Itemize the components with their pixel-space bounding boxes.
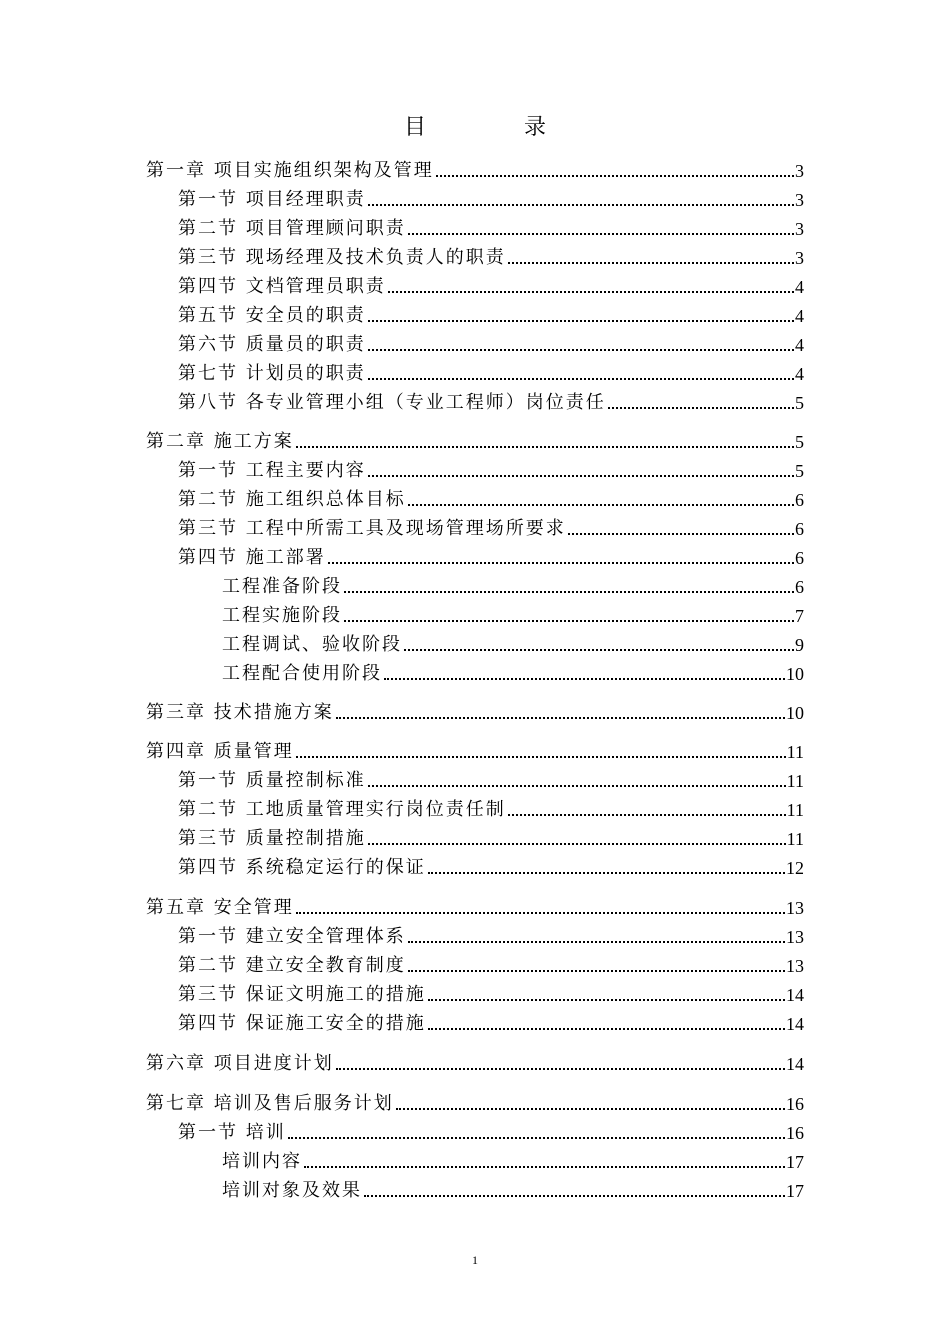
toc-dot-leader [428,1027,785,1030]
toc-entry-page: 5 [795,461,804,481]
toc-entry-page: 16 [786,1123,804,1143]
toc-dot-leader [384,677,785,680]
toc-dot-leader [296,755,786,758]
toc-dot-leader [508,813,786,816]
toc-entry-page: 10 [786,664,804,684]
toc-dot-leader [408,940,785,943]
toc-entry[interactable] [178,330,804,356]
toc-dot-leader [408,503,794,506]
page-number: 1 [472,1253,478,1267]
toc-entry[interactable] [222,572,804,598]
toc-dot-leader [404,648,794,651]
toc-entry[interactable] [178,456,804,482]
toc-entry-page: 13 [786,898,804,918]
toc-entry[interactable] [146,156,804,182]
toc-entry[interactable] [222,1176,804,1202]
toc-entry-page: 14 [786,1014,804,1034]
toc-entry-label: 第二节 工地质量管理实行岗位责任制 [178,799,506,820]
toc-entry-page: 3 [795,248,804,268]
toc-entry-label: 工程配合使用阶段 [222,663,382,684]
toc-entry-label: 第五节 安全员的职责 [178,305,366,326]
toc-entry-page: 4 [795,335,804,355]
toc-entry[interactable] [178,185,804,211]
toc-entry[interactable] [178,824,804,850]
toc-entry-label: 培训内容 [222,1151,302,1172]
toc-entry-label: 第一章 项目实施组织架构及管理 [146,160,434,181]
toc-entry-label: 第一节 培训 [178,1122,286,1143]
toc-entry-page: 16 [786,1094,804,1114]
toc-entry[interactable] [146,737,804,763]
toc-entry[interactable] [178,514,804,540]
toc-entry-label: 第六节 质量员的职责 [178,334,366,355]
toc-dot-leader [296,445,794,448]
toc-dot-leader [364,1194,785,1197]
toc-entry-page: 6 [795,519,804,539]
toc-entry[interactable] [178,214,804,240]
toc-entry[interactable] [178,853,804,879]
toc-dot-leader [368,319,794,322]
toc-entry-label: 第二节 施工组织总体目标 [178,489,406,510]
toc-entry-page: 4 [795,364,804,384]
toc-entry-label: 工程实施阶段 [222,605,342,626]
toc-dot-leader [344,590,794,593]
toc-entry-page: 3 [795,161,804,181]
toc-entry-page: 17 [786,1181,804,1201]
toc-entry-label: 第三节 现场经理及技术负责人的职责 [178,247,506,268]
toc-entry[interactable] [178,951,804,977]
toc-entry[interactable] [222,630,804,656]
toc-entry-label: 工程调试、验收阶段 [222,634,402,655]
toc-entry[interactable] [146,893,804,919]
toc-entry-page: 9 [795,635,804,655]
toc-entry-page: 3 [795,219,804,239]
toc-entry-label: 第三节 质量控制措施 [178,828,366,849]
toc-entry[interactable] [146,1089,804,1115]
toc-entry-page: 14 [786,1054,804,1074]
toc-dot-leader [608,406,794,409]
toc-entry-label: 第四节 保证施工安全的措施 [178,1013,426,1034]
toc-entry[interactable] [146,1049,804,1075]
toc-entry-page: 14 [786,985,804,1005]
toc-dot-leader [368,842,786,845]
toc-dot-leader [336,1067,785,1070]
toc-entry-label: 第四节 施工部署 [178,547,326,568]
toc-entry-label: 第七节 计划员的职责 [178,363,366,384]
toc-dot-leader [296,911,785,914]
toc-entry[interactable] [222,659,804,685]
toc-dot-leader [568,532,794,535]
toc-entry[interactable] [178,766,804,792]
toc-entry-label: 第四节 系统稳定运行的保证 [178,857,426,878]
toc-entry[interactable] [222,601,804,627]
toc-dot-leader [304,1165,785,1168]
toc-entry[interactable] [178,243,804,269]
toc-entry[interactable] [178,980,804,1006]
toc-dot-leader [436,174,794,177]
toc-entry[interactable] [146,698,804,724]
toc-entry[interactable] [146,427,804,453]
toc-entry[interactable] [178,795,804,821]
toc-entry-page: 10 [786,703,804,723]
toc-entry-label: 培训对象及效果 [222,1180,362,1201]
toc-entry[interactable] [222,1147,804,1173]
toc-entry-label: 第一节 质量控制标准 [178,770,366,791]
toc-entry-page: 17 [786,1152,804,1172]
toc-title: 目 录 [403,115,584,140]
toc-entry-page: 11 [786,800,804,820]
toc-dot-leader [388,290,794,293]
toc-entry[interactable] [178,543,804,569]
toc-dot-leader [428,871,785,874]
toc-entry-page: 3 [795,190,804,210]
toc-entry-page: 4 [795,306,804,326]
toc-entry-page: 11 [786,771,804,791]
toc-dot-leader [408,232,794,235]
toc-entry-label: 第一节 工程主要内容 [178,460,366,481]
toc-entry[interactable] [178,301,804,327]
toc-entry-page: 12 [786,858,804,878]
toc-entry-page: 11 [786,742,804,762]
toc-entry[interactable] [178,485,804,511]
toc-entry-label: 第五章 安全管理 [146,897,294,918]
toc-entry-label: 第一节 建立安全管理体系 [178,926,406,947]
toc-dot-leader [368,474,794,477]
toc-entry-label: 第三节 工程中所需工具及现场管理场所要求 [178,518,566,539]
toc-entry[interactable] [178,359,804,385]
toc-entry[interactable] [178,1118,804,1144]
toc-dot-leader [368,348,794,351]
toc-dot-leader [408,969,785,972]
toc-entry-label: 第三节 保证文明施工的措施 [178,984,426,1005]
toc-entry-label: 第七章 培训及售后服务计划 [146,1093,394,1114]
toc-entry-page: 7 [795,606,804,626]
toc-entry[interactable] [178,272,804,298]
toc-entry-page: 6 [795,577,804,597]
toc-entry-label: 工程准备阶段 [222,576,342,597]
toc-dot-leader [328,561,794,564]
toc-entry-label: 第一节 项目经理职责 [178,189,366,210]
toc-dot-leader [368,203,794,206]
toc-entry-label: 第三章 技术措施方案 [146,702,334,723]
toc-dot-leader [336,716,785,719]
toc-dot-leader [288,1136,785,1139]
toc-entry-label: 第二节 建立安全教育制度 [178,955,406,976]
toc-entry-page: 11 [786,829,804,849]
toc-entry[interactable] [178,922,804,948]
toc-dot-leader [368,784,786,787]
toc-entry-page: 6 [795,548,804,568]
toc-dot-leader [508,261,794,264]
toc-entry[interactable] [178,388,804,414]
toc-entry-page: 13 [786,927,804,947]
toc-entry-label: 第四章 质量管理 [146,741,294,762]
toc-entry-label: 第八节 各专业管理小组（专业工程师）岗位责任 [178,392,606,413]
toc-entry-page: 4 [795,277,804,297]
toc-entry-page: 5 [795,432,804,452]
toc-entry-page: 13 [786,956,804,976]
toc-entry-label: 第四节 文档管理员职责 [178,276,386,297]
toc-entry-label: 第二章 施工方案 [146,431,294,452]
toc-dot-leader [344,619,794,622]
toc-dot-leader [396,1107,785,1110]
toc-dot-leader [368,377,794,380]
toc-entry-page: 5 [795,393,804,413]
toc-entry-label: 第二节 项目管理顾问职责 [178,218,406,239]
toc-entry-page: 6 [795,490,804,510]
toc-entry-label: 第六章 项目进度计划 [146,1053,334,1074]
toc-entry[interactable] [178,1009,804,1035]
toc-dot-leader [428,998,785,1001]
